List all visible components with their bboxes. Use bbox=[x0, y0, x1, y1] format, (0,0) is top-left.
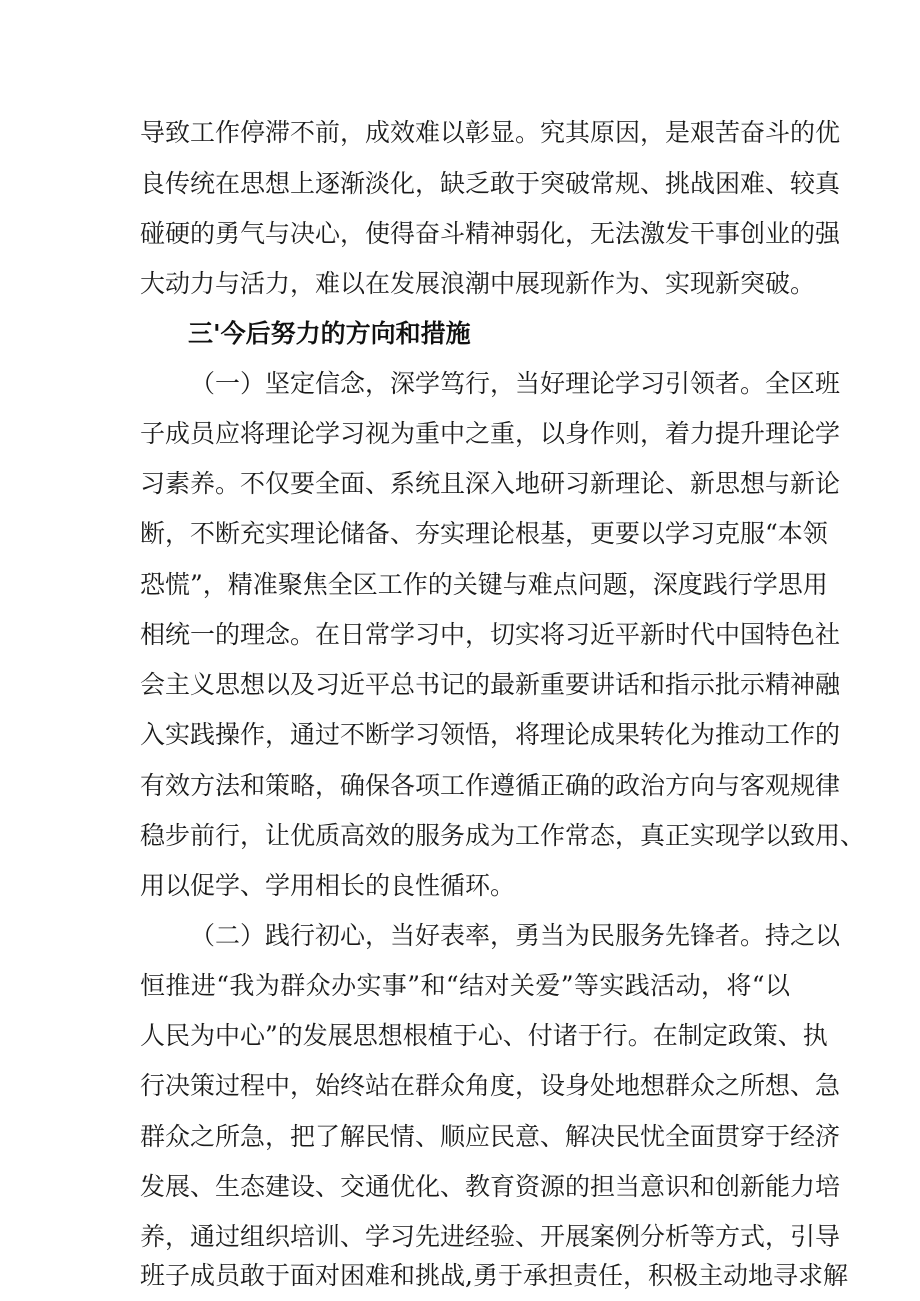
para2-line-11: 用以促学、学用相长的良性循环。 bbox=[140, 871, 516, 900]
para3-line-8: 班子成员敢于面对困难和挑战,勇于承担责任，积极主动地寻求解 bbox=[140, 1261, 848, 1290]
para2-line-8: 入实践操作，通过不断学习领悟，将理论成果转化为推动工作的 bbox=[140, 720, 841, 749]
para1-line-4: 大动力与活力，难以在发展浪潮中展现新作为、实现新突破。 bbox=[140, 269, 816, 298]
para3-line-2: 恒推进“我为群众办实事”和“结对关爱”等实践活动，将“以 bbox=[140, 971, 790, 1000]
para2-line-7: 会主义思想以及习近平总书记的最新重要讲话和指示批示精神融 bbox=[140, 670, 841, 699]
para2-line-4: 断，不断充实理论储备、夯实理论根基，更要以学习克服“本领 bbox=[140, 519, 828, 548]
para2-line-1: （一）坚定信念，深学笃行，当好理论学习引领者。全区班 bbox=[190, 369, 841, 398]
para2-line-3: 习素养。不仅要全面、系统且深入地研习新理论、新思想与新论 bbox=[140, 469, 841, 498]
para1-line-2: 良传统在思想上逐渐淡化，缺乏敢于突破常规、挑战困难、较真 bbox=[140, 169, 841, 198]
para2-line-10: 稳步前行，让优质高效的服务成为工作常态，真正实现学以致用、 bbox=[140, 821, 866, 850]
para3-line-5: 群众之所急，把了解民情、顺应民意、解决民忧全面贯穿于经济 bbox=[140, 1122, 841, 1151]
para2-line-9: 有效方法和策略，确保各项工作遵循正确的政治方向与客观规律 bbox=[140, 771, 841, 800]
para3-line-7: 养，通过组织培训、学习先进经验、开展案例分析等方式，引导 bbox=[140, 1222, 841, 1251]
para2-line-2: 子成员应将理论学习视为重中之重，以身作则，着力提升理论学 bbox=[140, 419, 841, 448]
para3-line-1: （二）践行初心，当好表率，勇当为民服务先锋者。持之以 bbox=[190, 921, 841, 950]
para3-line-6: 发展、生态建设、交通优化、教育资源的担当意识和创新能力培 bbox=[140, 1172, 841, 1201]
para2-line-5: 恐慌”，精准聚焦全区工作的关键与难点问题，深度践行学思用 bbox=[140, 570, 828, 599]
para1-line-1: 导致工作停滞不前，成效难以彰显。究其原因，是艰苦奋斗的优 bbox=[140, 118, 841, 147]
para3-line-3: 人民为中心”的发展思想根植于心、付诸于行。在制定政策、执 bbox=[140, 1021, 828, 1050]
para1-line-3: 碰硬的勇气与决心，使得奋斗精神弱化，无法激发干事创业的强 bbox=[140, 219, 841, 248]
para2-line-6: 相统一的理念。在日常学习中，切实将习近平新时代中国特色社 bbox=[140, 620, 841, 649]
section-heading: 三'今后努力的方向和措施 bbox=[188, 319, 471, 348]
para3-line-4: 行决策过程中，始终站在群众角度，设身处地想群众之所想、急 bbox=[140, 1071, 841, 1100]
